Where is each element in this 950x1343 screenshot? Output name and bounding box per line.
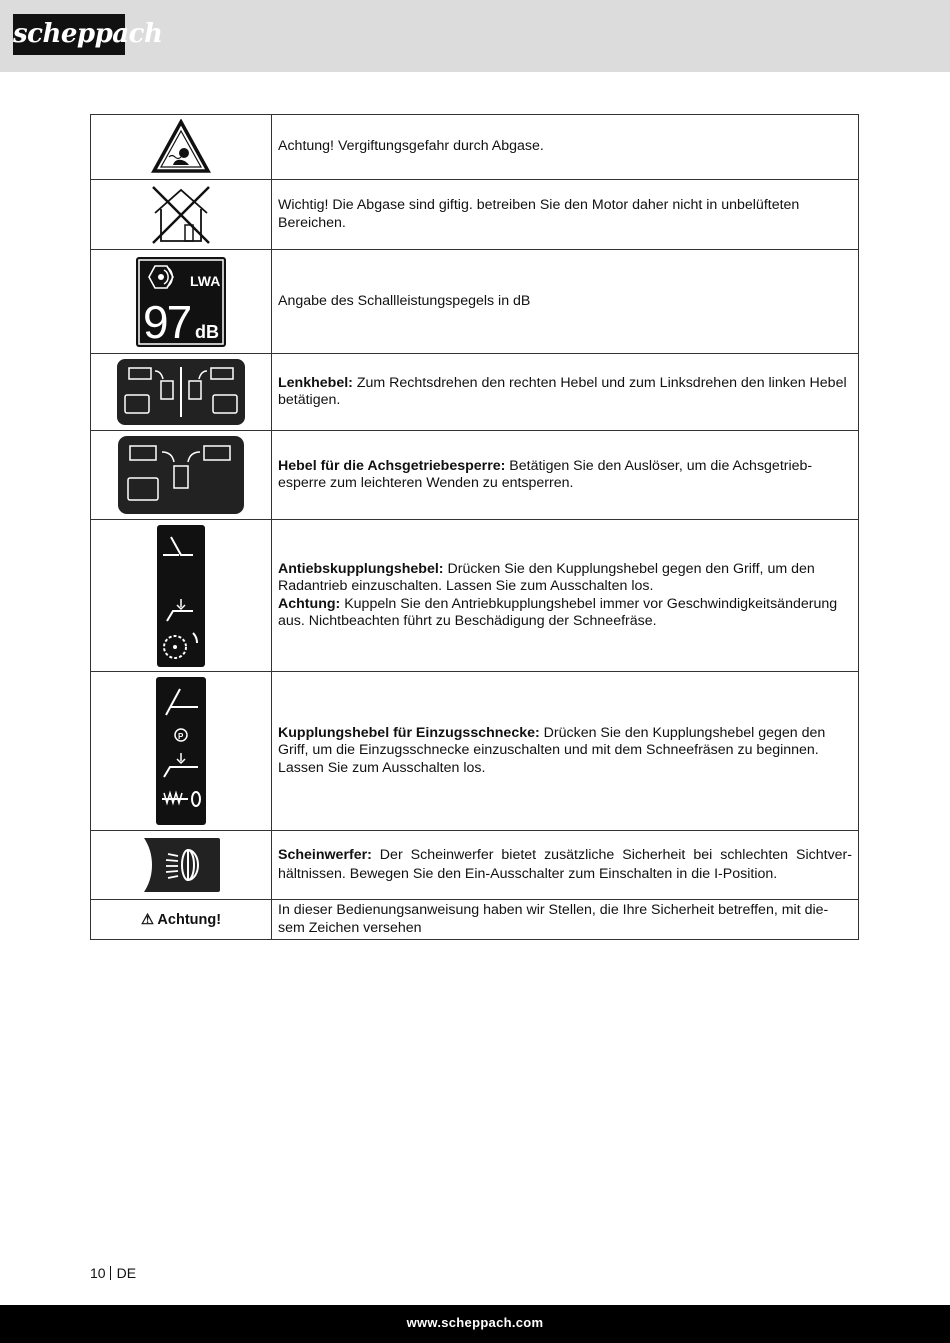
scheppach-logo: scheppach <box>13 14 125 55</box>
steering-lever-icon <box>117 359 245 425</box>
icon-cell <box>91 354 272 431</box>
row-body-2: Kuppeln Sie den Antriebkupplungshebel immer vor Geschwindigkeitsänderung aus. Nichtbeachten führt zu Beschädigung der Schneefräse. <box>278 595 838 629</box>
table-row <box>91 115 859 180</box>
table-row <box>91 354 859 431</box>
table-row <box>91 831 859 900</box>
row-body: Drücken Sie den Kupplungshebel gegen den Griff, um den Radantrieb einzuschalten. Lassen Sie zum Ausschalten los. <box>278 560 815 594</box>
row-text: Angabe des Schallleistungspegels in dB <box>272 250 859 354</box>
icon-cell <box>91 250 272 354</box>
page-header <box>0 0 950 72</box>
sound-power-level-icon <box>135 256 227 348</box>
row-text <box>272 672 859 831</box>
icon-cell <box>91 831 272 900</box>
axle-lock-lever-icon <box>118 436 244 514</box>
row-bold-label: Scheinwerfer: <box>278 847 372 863</box>
row-body: Zum Rechtsdrehen den rechten Hebel und zum Linksdrehen den linken Hebel betätigen. <box>278 374 847 408</box>
table-row <box>91 180 859 250</box>
row-text: Wichtig! Die Abgase sind giftig. betreiben Sie den Motor daher nicht in unbelüfteten Bereichen. <box>272 180 859 250</box>
icon-cell <box>91 672 272 831</box>
drive-clutch-lever-icon <box>157 525 205 667</box>
icon-cell <box>91 115 272 180</box>
row-bold-label: Antiebskupplungshebel: <box>278 560 444 577</box>
row-body: Drücken Sie den Kupplungshebel gegen den Griff, um die Einzugsschnecke einzuschalten und mit dem Schneefräsen zu beginnen. Lassen Sie zum Ausschalten los. <box>278 724 826 776</box>
table-row <box>91 431 859 520</box>
exhaust-gas-poisoning-warning-icon <box>151 119 211 175</box>
row-text <box>272 520 859 672</box>
headlight-icon <box>140 836 222 894</box>
warning-label: ⚠ Achtung! <box>91 900 272 940</box>
page-number-value: 10 <box>90 1265 106 1281</box>
db-value: 97 <box>143 295 191 348</box>
table-row <box>91 520 859 672</box>
page-language: DE <box>116 1265 137 1281</box>
icon-cell <box>91 180 272 250</box>
symbol-table <box>90 114 859 940</box>
table-row <box>91 900 859 940</box>
row-text <box>272 831 859 900</box>
db-unit: dB <box>195 321 219 342</box>
icon-cell <box>91 520 272 672</box>
auger-clutch-lever-icon <box>156 677 206 825</box>
row-bold-label: Lenkhebel: <box>278 374 353 391</box>
svg-text:P: P <box>178 732 184 741</box>
table-row <box>91 250 859 354</box>
row-text <box>272 354 859 431</box>
divider <box>110 1266 111 1280</box>
page-footer <box>0 1305 950 1343</box>
no-indoor-operation-icon <box>151 185 211 245</box>
lwa-label: LWA <box>190 272 221 289</box>
row-bold-label: Kupplungshebel für Einzugsschnecke: <box>278 724 540 741</box>
row-bold-label: Hebel für die Achsgetriebesperre: <box>278 457 506 474</box>
row-text: Achtung! Vergiftungsgefahr durch Abgase. <box>272 115 859 180</box>
page-number <box>90 1265 136 1281</box>
icon-cell <box>91 431 272 520</box>
footer-url[interactable]: www.scheppach.com <box>406 1315 544 1330</box>
row-body: Betätigen Sie den Auslöser, um die Achsgetrieb-esperre zum leichteren Wenden zu entsperren. <box>278 457 813 491</box>
table-row <box>91 672 859 831</box>
row-text <box>272 431 859 520</box>
row-bold-label-2: Achtung: <box>278 595 341 612</box>
row-body: Der Scheinwerfer bietet zusätzliche Sicherheit bei schlechten Sichtver-hältnissen. Bewegen Sie den Ein-Ausschalter zum Einschalten in die I-Position. <box>278 847 852 882</box>
row-text: In dieser Bedienungsanweisung haben wir Stellen, die Ihre Sicherheit betreffen, mit die-sem Zeichen versehen <box>272 900 859 940</box>
